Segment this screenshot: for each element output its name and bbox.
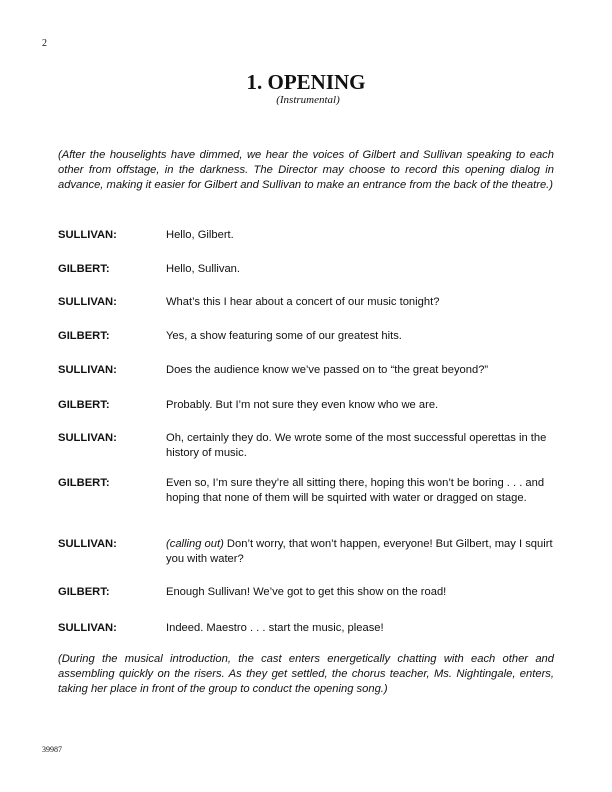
speech-body: Yes, a show featuring some of our greatest hits. — [166, 330, 402, 342]
speech-text — [166, 621, 554, 636]
speaker-name: GILBERT: — [58, 263, 110, 275]
opening-stage-direction: (After the houselights have dimmed, we hear the voices of Gilbert and Sullivan speaking to each other from offstage, in the darkness. The Director may choose to record this opening dialog in advance, making it easier for Gilbert and Sullivan to make an entrance from the back of the theatre.) — [58, 149, 554, 191]
speech-body: Hello, Sullivan. — [166, 263, 240, 275]
speaker-name: SULLIVAN: — [58, 622, 117, 634]
speech-text — [166, 398, 554, 413]
speech-text — [166, 363, 554, 378]
speaker-name: GILBERT: — [58, 586, 110, 598]
speech-body: Indeed. Maestro . . . start the music, please! — [166, 622, 384, 634]
speech-body: What’s this I hear about a concert of our music tonight? — [166, 296, 440, 308]
speech-text — [166, 295, 554, 310]
speaker-name: SULLIVAN: — [58, 364, 117, 376]
speaker-name: SULLIVAN: — [58, 538, 117, 550]
speech-text — [166, 228, 554, 243]
speech-body: Hello, Gilbert. — [166, 229, 234, 241]
catalog-number: 39987 — [42, 745, 62, 754]
speech-body: Even so, I’m sure they’re all sitting there, hoping this won’t be boring . . . and hoping that none of them will be squirted with water or dragged on stage. — [166, 477, 545, 504]
title-block — [0, 70, 612, 106]
speaker-name: GILBERT: — [58, 477, 110, 489]
speech-text — [166, 329, 554, 344]
speech-body: Enough Sullivan! We’ve got to get this show on the road! — [166, 586, 447, 598]
page-subtitle: (Instrumental) — [276, 94, 340, 106]
speech-text — [166, 262, 554, 277]
speaker-name: SULLIVAN: — [58, 432, 117, 444]
speaker-name: GILBERT: — [58, 399, 110, 411]
speech-text — [166, 476, 554, 506]
speech-text — [166, 431, 554, 461]
speaker-name: SULLIVAN: — [58, 296, 117, 308]
speech-body: Don’t worry, that won’t happen, everyone! But Gilbert, may I squirt you with water? — [166, 538, 553, 565]
page-title: 1. OPENING — [246, 70, 366, 94]
speech-text — [166, 537, 554, 567]
speech-body: Probably. But I’m not sure they even know who we are. — [166, 399, 439, 411]
speech-body: Does the audience know we’ve passed on to “the great beyond?” — [166, 364, 489, 376]
inline-stage-direction: (calling out) — [166, 538, 224, 550]
speech-body: Oh, certainly they do. We wrote some of the most successful operettas in the history of music. — [166, 432, 547, 459]
speaker-name: SULLIVAN: — [58, 229, 117, 241]
closing-stage-direction: (During the musical introduction, the cast enters energetically chatting with each other and assembling quickly on the risers. As they get settled, the chorus teacher, Ms. Nightingale, enters, taking her place in front of the group to conduct the opening song.) — [58, 653, 554, 695]
speaker-name: GILBERT: — [58, 330, 110, 342]
page-number: 2 — [42, 38, 47, 49]
speech-text — [166, 585, 554, 600]
